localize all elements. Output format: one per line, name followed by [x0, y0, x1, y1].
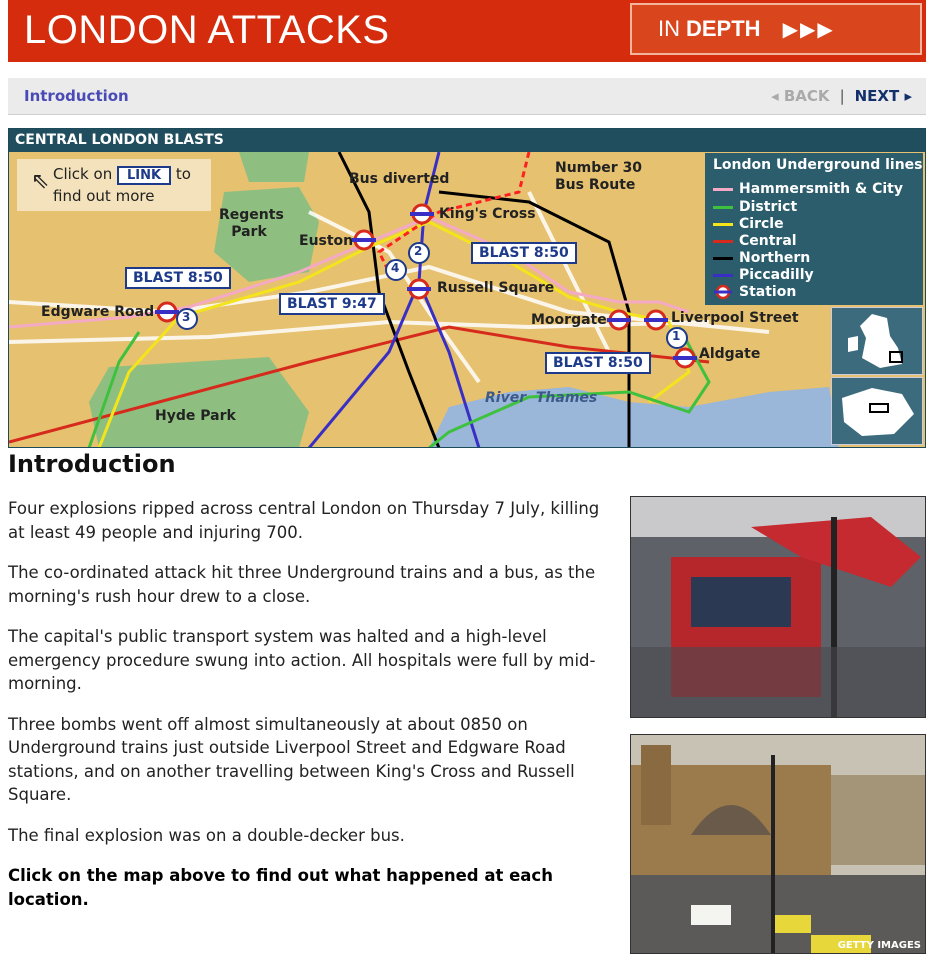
blast-label-edgware-road[interactable]: BLAST 8:50 [125, 267, 231, 289]
header-banner [8, 0, 926, 62]
legend-label: Piccadilly [739, 267, 814, 283]
label-liverpool-street: Liverpool Street [671, 310, 799, 326]
bus-photo [630, 496, 926, 718]
uk-inset-map [831, 307, 923, 375]
triple-arrow-icon: ▶▶▶ [782, 18, 835, 41]
label-russell-square: Russell Square [437, 280, 555, 296]
label-hyde-park: Hyde Park [155, 408, 236, 424]
london-map-icon [832, 378, 922, 444]
page-title: LONDON ATTACKS [24, 8, 390, 52]
pager-separator: | [839, 87, 845, 105]
back-button[interactable] [771, 87, 829, 105]
next-label: NEXT [854, 87, 900, 105]
label-bus-diverted: Bus diverted [349, 171, 450, 187]
paragraph-4: Three bombs went off almost simultaneously at about 0850 on Underground trains just outside Liverpool Street and Edgware Road stations, and on another travelling between King's Cross and Russell Square. [8, 714, 575, 804]
uk-map-icon [832, 308, 922, 374]
paragraph-2: The co-ordinated attack hit three Underground trains and a bus, as the morning's rush hour drew to a close. [8, 563, 596, 606]
blast-label-liverpool-street[interactable]: BLAST 8:50 [545, 352, 651, 374]
article-body [8, 497, 616, 928]
in-depth-depth: DEPTH [686, 16, 761, 41]
legend-label: Station [739, 284, 797, 300]
legend-item-station [713, 284, 796, 300]
hint-text-line2: find out more [53, 187, 155, 205]
pager [771, 87, 912, 105]
bus-image [631, 497, 926, 718]
map-title: CENTRAL LONDON BLASTS [9, 129, 925, 152]
next-button[interactable] [855, 87, 912, 105]
label-edgware-road: Edgware Road [41, 304, 155, 320]
legend-item-hammersmith [713, 181, 903, 197]
london-inset-map [831, 377, 923, 445]
label-river-thames: River Thames [485, 390, 598, 406]
kings-cross-image [631, 735, 926, 954]
station-icon [713, 284, 733, 300]
legend-label: Hammersmith & City [739, 181, 903, 197]
label-number30: Number 30 Bus Route [555, 160, 643, 193]
label-aldgate: Aldgate [699, 346, 761, 362]
chevron-left-icon: ◂ [771, 87, 784, 105]
chevron-right-icon: ▸ [899, 87, 912, 105]
paragraph-1: Four explosions ripped across central London on Thursday 7 July, killing at least 49 people and injuring 700. [8, 499, 600, 542]
map-cta: Click on the map above to find out what happened at each location. [8, 866, 553, 909]
article-heading: Introduction [8, 450, 176, 478]
blast-map[interactable] [8, 128, 926, 448]
cursor-icon: ⇖ [31, 169, 50, 194]
park-area [239, 152, 309, 182]
blast-number-4[interactable]: 4 [391, 261, 400, 275]
blast-label-kings-cross[interactable]: BLAST 8:50 [471, 242, 577, 264]
legend-item-district [713, 199, 797, 215]
blast-number-3[interactable]: 3 [182, 310, 191, 324]
hint-text-pre: Click on [53, 165, 113, 183]
legend-item-circle [713, 216, 784, 232]
blast-label-bus[interactable]: BLAST 9:47 [279, 293, 385, 315]
hint-text-post: to [175, 165, 191, 183]
legend-label: Central [739, 233, 797, 249]
paragraph-3: The capital's public transport system was halted and a high-level emergency procedure swung into action. All hospitals were full by mid-morning. [8, 627, 596, 693]
photo-credit: GETTY IMAGES [837, 940, 921, 951]
legend-title: London Underground lines [713, 157, 923, 173]
back-label: BACK [783, 87, 830, 105]
map-legend [705, 153, 923, 305]
legend-label: Northern [739, 250, 811, 266]
legend-item-central [713, 233, 797, 249]
label-euston: Euston [299, 233, 354, 249]
nav-section-title: Introduction [24, 87, 129, 105]
link-chip: LINK [117, 166, 171, 185]
blast-number-1[interactable]: 1 [672, 329, 681, 343]
blast-number-2[interactable]: 2 [414, 244, 423, 258]
click-hint [17, 159, 211, 211]
in-depth-in: IN [658, 16, 680, 41]
legend-label: Circle [739, 216, 784, 232]
legend-item-piccadilly [713, 267, 814, 283]
label-kings-cross: King's Cross [439, 206, 536, 222]
label-regents-park: Regents Park [219, 207, 284, 240]
legend-label: District [739, 199, 798, 215]
in-depth-button[interactable] [630, 3, 922, 55]
section-nav [8, 78, 926, 115]
label-moorgate: Moorgate [531, 312, 607, 328]
kings-cross-photo [630, 734, 926, 954]
paragraph-5: The final explosion was on a double-decker bus. [8, 825, 405, 845]
legend-item-northern [713, 250, 810, 266]
